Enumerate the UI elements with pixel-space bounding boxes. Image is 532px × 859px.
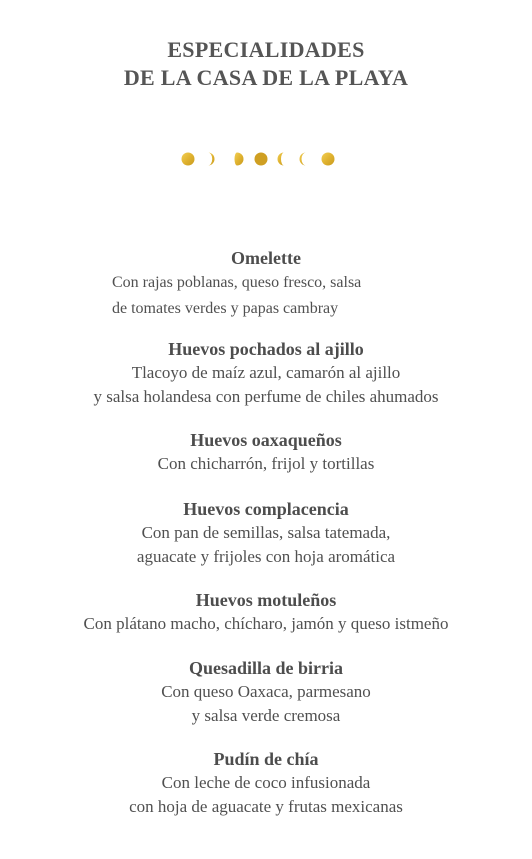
dish-description-line: y salsa holandesa con perfume de chiles ahumados (93, 387, 439, 406)
dish-description-line: con hoja de aguacate y frutas mexicanas (129, 797, 403, 816)
menu-item (0, 497, 532, 569)
waning-crescent-icon (208, 153, 215, 166)
menu-item (0, 428, 532, 476)
dish-description-line: Con plátano macho, chícharo, jamón y queso istmeño (83, 614, 449, 633)
full-moon-icon (182, 153, 195, 166)
menu-item (0, 337, 532, 409)
page-title-line-2: DE LA CASA DE LA PLAYA (123, 65, 409, 90)
menu-item (0, 246, 532, 322)
dish-name: Omelette (231, 248, 301, 268)
menu-item (0, 656, 532, 728)
dish-description-line: Con rajas poblanas, queso fresco, salsa (112, 274, 362, 291)
dish-description-line: y salsa verde cremosa (191, 706, 341, 725)
thin-crescent-moon-icon (300, 153, 307, 166)
menu-item (0, 588, 532, 636)
moon-phases-ornament (0, 150, 532, 168)
menu-item (0, 747, 532, 819)
crescent-moon-icon (278, 153, 284, 166)
dish-description-line: Con chicharrón, frijol y tortillas (157, 454, 375, 473)
dish-name: Huevos complacencia (183, 499, 349, 519)
full-moon-icon (255, 153, 268, 166)
dish-name: Huevos motuleños (195, 590, 337, 610)
dish-description-line: Tlacoyo de maíz azul, camarón al ajillo (131, 363, 401, 382)
page-title-line-1: ESPECIALIDADES (167, 37, 365, 62)
full-moon-icon (322, 153, 335, 166)
dish-name: Quesadilla de birria (188, 658, 343, 678)
page-title (0, 36, 532, 92)
dish-name: Pudín de chía (213, 749, 319, 769)
dish-description-line: de tomates verdes y papas cambray (112, 300, 339, 317)
dish-description-line: Con queso Oaxaca, parmesano (161, 682, 371, 701)
dish-description-line: aguacate y frijoles con hoja aromática (136, 547, 396, 566)
dish-name: Huevos oaxaqueños (190, 430, 342, 450)
waxing-half-moon-icon (235, 153, 244, 166)
dish-description-line: Con pan de semillas, salsa tatemada, (141, 523, 391, 542)
dish-name: Huevos pochados al ajillo (168, 339, 364, 359)
dish-description-line: Con leche de coco infusionada (161, 773, 371, 792)
